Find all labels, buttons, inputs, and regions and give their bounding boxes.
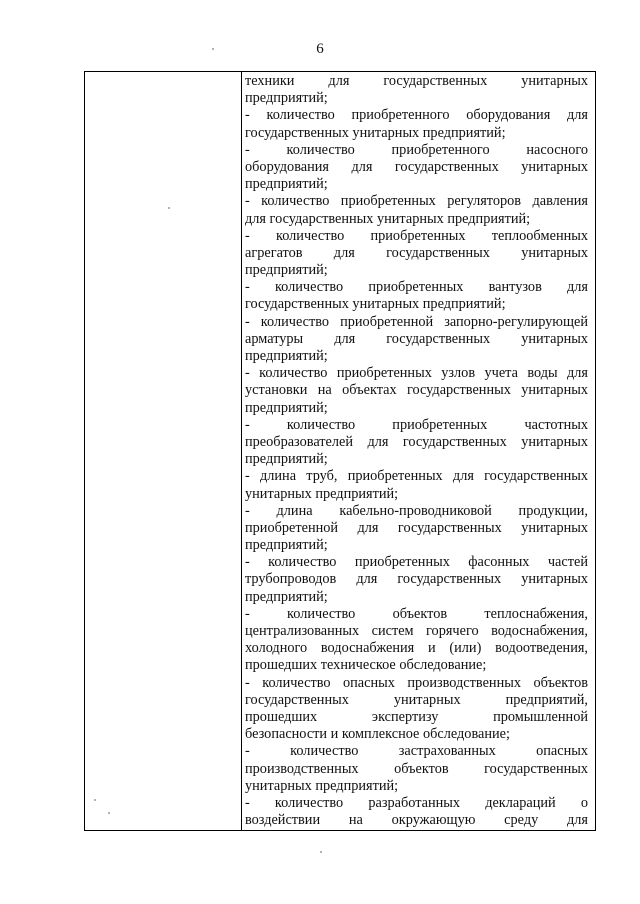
text-line: унитарных предприятий; <box>245 777 399 794</box>
text-line: прошедших экспертизу промышленной <box>245 708 588 725</box>
text-line: безопасности и комплексное обследование; <box>245 726 510 743</box>
text-line: предприятий; <box>245 90 328 107</box>
scan-speck <box>108 812 110 814</box>
text-line: - количество застрахованных опасных <box>245 743 588 760</box>
text-line: - количество приобретенной запорно-регулирующей <box>245 313 588 330</box>
text-line: предприятий; <box>245 588 328 605</box>
text-line: воздействии на окружающую среду для <box>245 812 588 829</box>
column-divider <box>241 72 242 830</box>
text-line: агрегатов для государственных унитарных <box>245 244 588 261</box>
text-line: техники для государственных унитарных <box>245 73 588 89</box>
text-line: установки на объектах государственных унитарных <box>245 382 588 399</box>
text-line: предприятий; <box>245 537 328 554</box>
text-line: холодного водоснабжения и (или) водоотведения, <box>245 640 588 657</box>
text-line: - количество приобретенных частотных <box>245 416 588 433</box>
text-line: - количество объектов теплоснабжения, <box>245 605 588 622</box>
right-cell-text <box>245 73 588 829</box>
text-line: государственных унитарных предприятий; <box>245 296 506 313</box>
scan-speck <box>320 851 322 853</box>
text-line: - количество приобретенных теплообменных <box>245 227 588 244</box>
scan-speck <box>94 799 96 801</box>
text-line: - количество приобретенного оборудования для <box>245 107 588 124</box>
text-line: - количество приобретенных регуляторов давления <box>245 193 588 210</box>
text-line: приобретенной для государственных унитарных <box>245 519 588 536</box>
text-line: трубопроводов для государственных унитарных <box>245 571 588 588</box>
text-line: государственных унитарных предприятий; <box>245 124 506 141</box>
text-line: - количество приобретенного насосного <box>245 141 588 158</box>
document-table <box>84 71 596 831</box>
text-line: предприятий; <box>245 451 328 468</box>
text-line: - количество разработанных деклараций о <box>245 794 588 811</box>
scan-speck <box>168 207 170 209</box>
page-number: 6 <box>316 41 324 57</box>
scan-speck <box>212 48 214 50</box>
text-line: предприятий; <box>245 399 328 416</box>
text-line: оборудования для государственных унитарных <box>245 158 588 175</box>
text-line: производственных объектов государственных <box>245 760 588 777</box>
text-line: для государственных унитарных предприятий; <box>245 210 531 227</box>
text-line: преобразователей для государственных унитарных <box>245 433 588 450</box>
text-line: предприятий; <box>245 348 328 364</box>
text-line: - количество опасных производственных объектов <box>245 674 588 691</box>
text-line: централизованных систем горячего водоснабжения, <box>245 623 588 639</box>
text-line: - длина труб, приобретенных для государственных <box>245 468 588 485</box>
text-line: предприятий; <box>245 176 328 193</box>
text-line: унитарных предприятий; <box>245 485 399 502</box>
text-line: - количество приобретенных вантузов для <box>245 279 588 296</box>
text-line: арматуры для государственных унитарных <box>245 330 588 347</box>
text-line: предприятий; <box>245 262 328 279</box>
text-line: - длина кабельно-проводниковой продукции, <box>245 502 588 519</box>
text-line: - количество приобретенных узлов учета воды для <box>245 365 588 382</box>
text-line: государственных унитарных предприятий, <box>245 691 588 708</box>
text-line: прошедших техническое обследование; <box>245 657 487 674</box>
text-line: - количество приобретенных фасонных частей <box>245 554 588 571</box>
